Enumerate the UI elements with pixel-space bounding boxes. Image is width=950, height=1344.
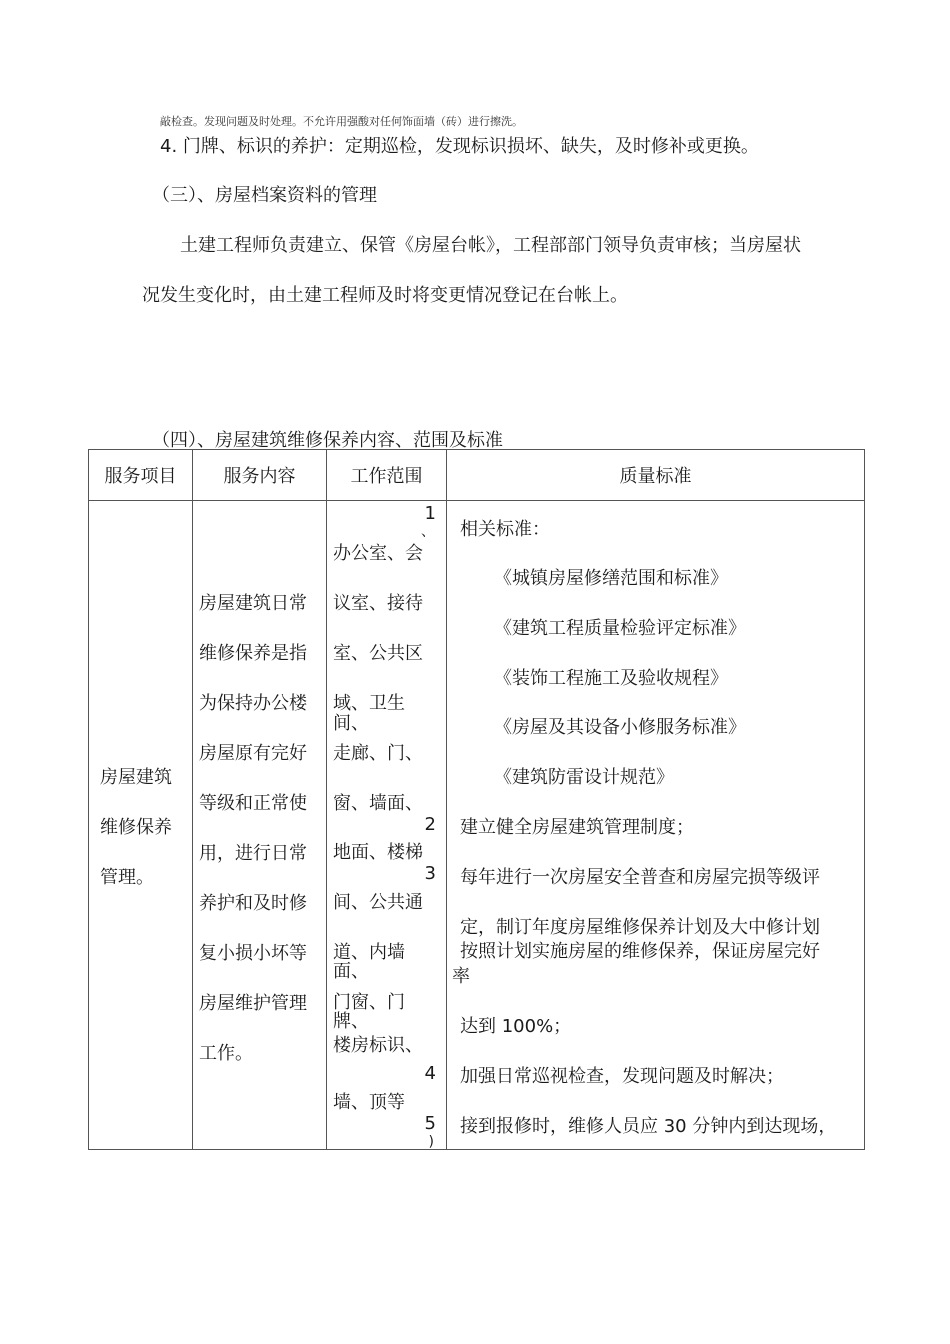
service-content-line: 房屋建筑日常 — [199, 593, 307, 614]
scope-line: 办公室、会 — [333, 543, 423, 564]
service-item-line: 维修保养 — [100, 817, 172, 838]
cell-service-content — [193, 501, 327, 1150]
service-content-line: 为保持办公楼 — [199, 693, 307, 714]
scope-line: 道、内墙 — [333, 942, 405, 963]
table-header-row — [89, 450, 865, 501]
standard-line: 《装饰工程施工及验收规程》 — [494, 668, 728, 689]
scope-line: 间、公共通 — [333, 892, 423, 913]
maintenance-table — [88, 449, 865, 1150]
standard-line: 《城镇房屋修缮范围和标准》 — [494, 568, 728, 589]
standard-line: 相关标准： — [460, 519, 550, 540]
service-content-line: 维修保养是指 — [199, 643, 307, 664]
standard-line: 《建筑工程质量检验评定标准》 — [494, 618, 746, 639]
intro-line: 敲检查。发现问题及时处理。不允许用强酸对任何饰面墙（砖）进行擦洗。 — [160, 115, 523, 128]
service-content-line: 房屋原有完好 — [199, 743, 307, 764]
standard-line: 接到报修时，维修人员应 30 分钟内到达现场， — [460, 1116, 837, 1137]
cell-quality-standard — [447, 501, 865, 1150]
standard-line: 建立健全房屋建筑管理制度； — [460, 817, 694, 838]
standard-line: 达到 100%； — [460, 1016, 572, 1037]
scope-line: 窗、墙面、 — [333, 793, 423, 814]
standard-line: 定，制订年度房屋维修保养计划及大中修计划 — [460, 917, 820, 938]
scope-line: 域、卫生 — [333, 693, 405, 714]
scope-line: 室、公共区 — [333, 643, 423, 664]
scope-line: 间、 — [333, 713, 369, 734]
section-3-paragraph-line-1: 土建工程师负责建立、保管《房屋台帐》，工程部部门领导负责审核；当房屋状 — [180, 235, 801, 256]
service-content-line: 用，进行日常 — [199, 843, 307, 864]
table-row — [89, 501, 865, 1150]
standard-line: 《房屋及其设备小修服务标准》 — [494, 717, 746, 738]
scope-line: 牌、 — [333, 1011, 369, 1032]
section-3-title: （三）、房屋档案资料的管理 — [152, 185, 377, 206]
scope-number: ) — [428, 1134, 434, 1149]
scope-number: 、 — [421, 524, 435, 540]
section-3-paragraph-line-2: 况发生变化时，由土建工程师及时将变更情况登记在台帐上。 — [142, 285, 628, 306]
service-content-line: 养护和及时修 — [199, 893, 307, 914]
service-content-line: 工作。 — [199, 1043, 253, 1064]
cell-work-scope — [327, 501, 447, 1150]
standard-line: 加强日常巡视检查，发现问题及时解决； — [460, 1066, 784, 1087]
cell-service-item — [89, 501, 193, 1150]
section-4-title: （四）、房屋建筑维修保养内容、范围及标准 — [152, 430, 503, 451]
scope-number: 5 — [424, 1113, 436, 1134]
scope-line: 走廊、门、 — [333, 743, 423, 764]
scope-number: 2 — [424, 814, 436, 835]
standard-line: 按照计划实施房屋的维修保养，保证房屋完好 — [460, 941, 820, 962]
scope-line: 面、 — [333, 961, 369, 982]
item-4-door-signage: 4. 门牌、标识的养护：定期巡检，发现标识损坏、缺失，及时修补或更换。 — [160, 136, 759, 157]
scope-line: 地面、楼梯 — [333, 842, 423, 863]
service-item-line: 房屋建筑 — [100, 767, 172, 788]
scope-number: 4 — [424, 1063, 436, 1084]
scope-number: 1 — [424, 503, 436, 524]
service-content-line: 等级和正常使 — [199, 793, 307, 814]
header-service-item: 服务项目 — [89, 450, 193, 501]
standard-line: 《建筑防雷设计规范》 — [494, 767, 674, 788]
scope-line: 门窗、门 — [333, 992, 405, 1013]
standard-line: 率 — [452, 966, 470, 987]
header-quality-standard: 质量标准 — [447, 450, 865, 501]
standard-line: 每年进行一次房屋安全普查和房屋完损等级评 — [460, 867, 820, 888]
scope-line: 楼房标识、 — [333, 1035, 423, 1056]
scope-line: 议室、接待 — [333, 593, 423, 614]
service-content-line: 房屋维护管理 — [199, 993, 307, 1014]
header-service-content: 服务内容 — [193, 450, 327, 501]
scope-number: 3 — [424, 863, 436, 884]
header-work-scope: 工作范围 — [327, 450, 447, 501]
service-item-line: 管理。 — [100, 867, 154, 888]
service-content-line: 复小损小坏等 — [199, 943, 307, 964]
scope-line: 墙、顶等 — [333, 1092, 405, 1113]
